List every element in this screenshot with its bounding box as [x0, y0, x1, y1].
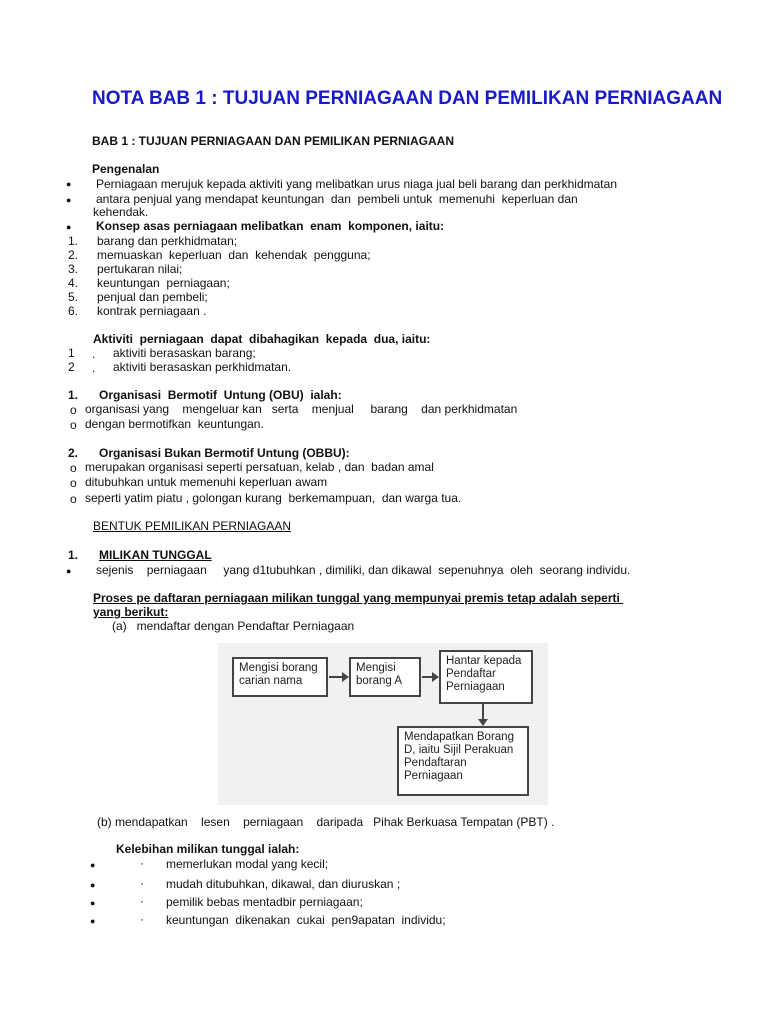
list-item: pertukaran nilai;	[97, 262, 183, 276]
bullet-icon: ●	[66, 179, 72, 189]
advantage-mark: ·	[140, 894, 144, 908]
bullet-icon: ●	[90, 860, 96, 870]
list-item: seperti yatim piatu , golongan kurang berkemampuan, dan warga tua.	[85, 491, 462, 505]
list-number: 3.	[68, 262, 79, 276]
step-b: (b) mendapatkan lesen perniagaan daripada Pihak Berkuasa Tempatan (PBT) .	[97, 815, 555, 829]
list-item: ditubuhkan untuk memenuhi keperluan awam	[85, 475, 328, 489]
list-number: 4.	[68, 276, 79, 290]
bullet-icon: ●	[66, 222, 72, 232]
list-item: kontrak perniagaan .	[97, 304, 207, 318]
flow-box-submit: Hantar kepada Pendaftar Perniagaan	[439, 650, 533, 704]
circle-bullet-icon: o	[70, 418, 77, 432]
advantage-item: pemilik bebas mentadbir perniagaan;	[166, 895, 363, 909]
intro-line: Perniagaan merujuk kepada aktiviti yang melibatkan urus niaga jual beli barang dan perkhidmatan	[96, 177, 617, 191]
section-number: 2.	[68, 446, 79, 460]
advantage-mark: ·	[140, 876, 144, 890]
list-item: aktiviti berasaskan perkhidmatan.	[113, 360, 292, 374]
flow-arrows	[218, 643, 548, 805]
section-number: 1.	[68, 388, 79, 402]
bullet-icon: ●	[66, 195, 72, 205]
list-item: organisasi yang mengeluar kan serta menjual barang dan perkhidmatan	[85, 402, 518, 416]
arrow-head	[342, 672, 349, 682]
list-item: dengan bermotifkan keuntungan.	[85, 417, 264, 431]
circle-bullet-icon: o	[70, 461, 77, 475]
bullet-icon: ●	[90, 916, 96, 926]
list-item: barang dan perkhidmatan;	[97, 234, 238, 248]
step-a: (a) mendaftar dengan Pendaftar Perniagaan	[112, 619, 355, 633]
process-heading: Proses pe daftaran perniagaan milikan tunggal yang mempunyai premis tetap adalah seperti	[93, 591, 624, 605]
section-number: 1.	[68, 548, 79, 562]
obbu-heading: Organisasi Bukan Bermotif Untung (OBBU):	[99, 446, 350, 460]
list-item: keuntungan perniagaan;	[97, 276, 230, 290]
advantage-item: keuntungan dikenakan cukai pen9apatan individu;	[166, 913, 446, 927]
bullet-icon: ●	[66, 566, 72, 576]
list-number: 1	[68, 346, 75, 360]
list-number: 1.	[68, 234, 79, 248]
list-number: 2.	[68, 248, 79, 262]
sole-proprietorship-heading: MILIKAN TUNGGAL	[99, 548, 212, 562]
list-number: 2	[68, 360, 75, 374]
advantage-item: mudah ditubuhkan, dikawal, dan diuruskan ;	[166, 877, 401, 891]
activities-heading: Aktiviti perniagaan dapat dibahagikan kepada dua, iaitu:	[93, 332, 431, 346]
chapter-subtitle: BAB 1 : TUJUAN PERNIAGAAN DAN PEMILIKAN PERNIAGAAN	[92, 134, 455, 148]
flow-box-form-a: Mengisi borang A	[349, 657, 421, 697]
circle-bullet-icon: o	[70, 476, 77, 490]
list-item: aktiviti berasaskan barang;	[113, 346, 256, 360]
circle-bullet-icon: o	[70, 403, 77, 417]
components-heading: Konsep asas perniagaan melibatkan enam komponen, iaitu:	[96, 219, 445, 233]
ownership-heading: BENTUK PEMILIKAN PERNIAGAAN	[93, 519, 292, 533]
flow-box-certificate: Mendapatkan Borang D, iaitu Sijil Perakuan Pendaftaran Perniagaan	[397, 726, 529, 796]
intro-line: kehendak.	[93, 205, 149, 219]
list-item: penjual dan pembeli;	[97, 290, 208, 304]
list-item: merupakan organisasi seperti persatuan, kelab , dan badan amal	[85, 460, 434, 474]
list-item: memuaskan keperluan dan kehendak pengguna;	[97, 248, 371, 262]
process-heading-cont: yang berikut:	[93, 605, 169, 619]
definition-text: sejenis perniagaan yang d1tubuhkan , dimiliki, dan dikawal sepenuhnya oleh seorang individu.	[96, 563, 631, 577]
arrow-head	[478, 719, 488, 726]
intro-line: antara penjual yang mendapat keuntungan dan pembeli untuk memenuhi keperluan dan	[96, 192, 578, 206]
advantages-heading: Kelebihan milikan tunggal ialah:	[116, 842, 300, 856]
arrow-head	[432, 672, 439, 682]
list-number: 6.	[68, 304, 79, 318]
list-number: 5.	[68, 290, 79, 304]
list-sep: .	[92, 361, 96, 375]
page-title: NOTA BAB 1 : TUJUAN PERNIAGAAN DAN PEMILIKAN PERNIAGAAN	[92, 88, 723, 109]
flow-box-search-form: Mengisi borang carian nama	[232, 657, 328, 697]
obu-heading: Organisasi Bermotif Untung (OBU) ialah:	[99, 388, 342, 402]
bullet-icon: ●	[90, 880, 96, 890]
bullet-icon: ●	[90, 898, 96, 908]
circle-bullet-icon: o	[70, 492, 77, 506]
advantage-item: memerlukan modal yang kecil;	[166, 857, 329, 871]
advantage-mark: ·	[140, 856, 144, 870]
intro-heading: Pengenalan	[92, 162, 160, 176]
advantage-mark: ·	[140, 912, 144, 926]
list-sep: .	[92, 347, 96, 361]
